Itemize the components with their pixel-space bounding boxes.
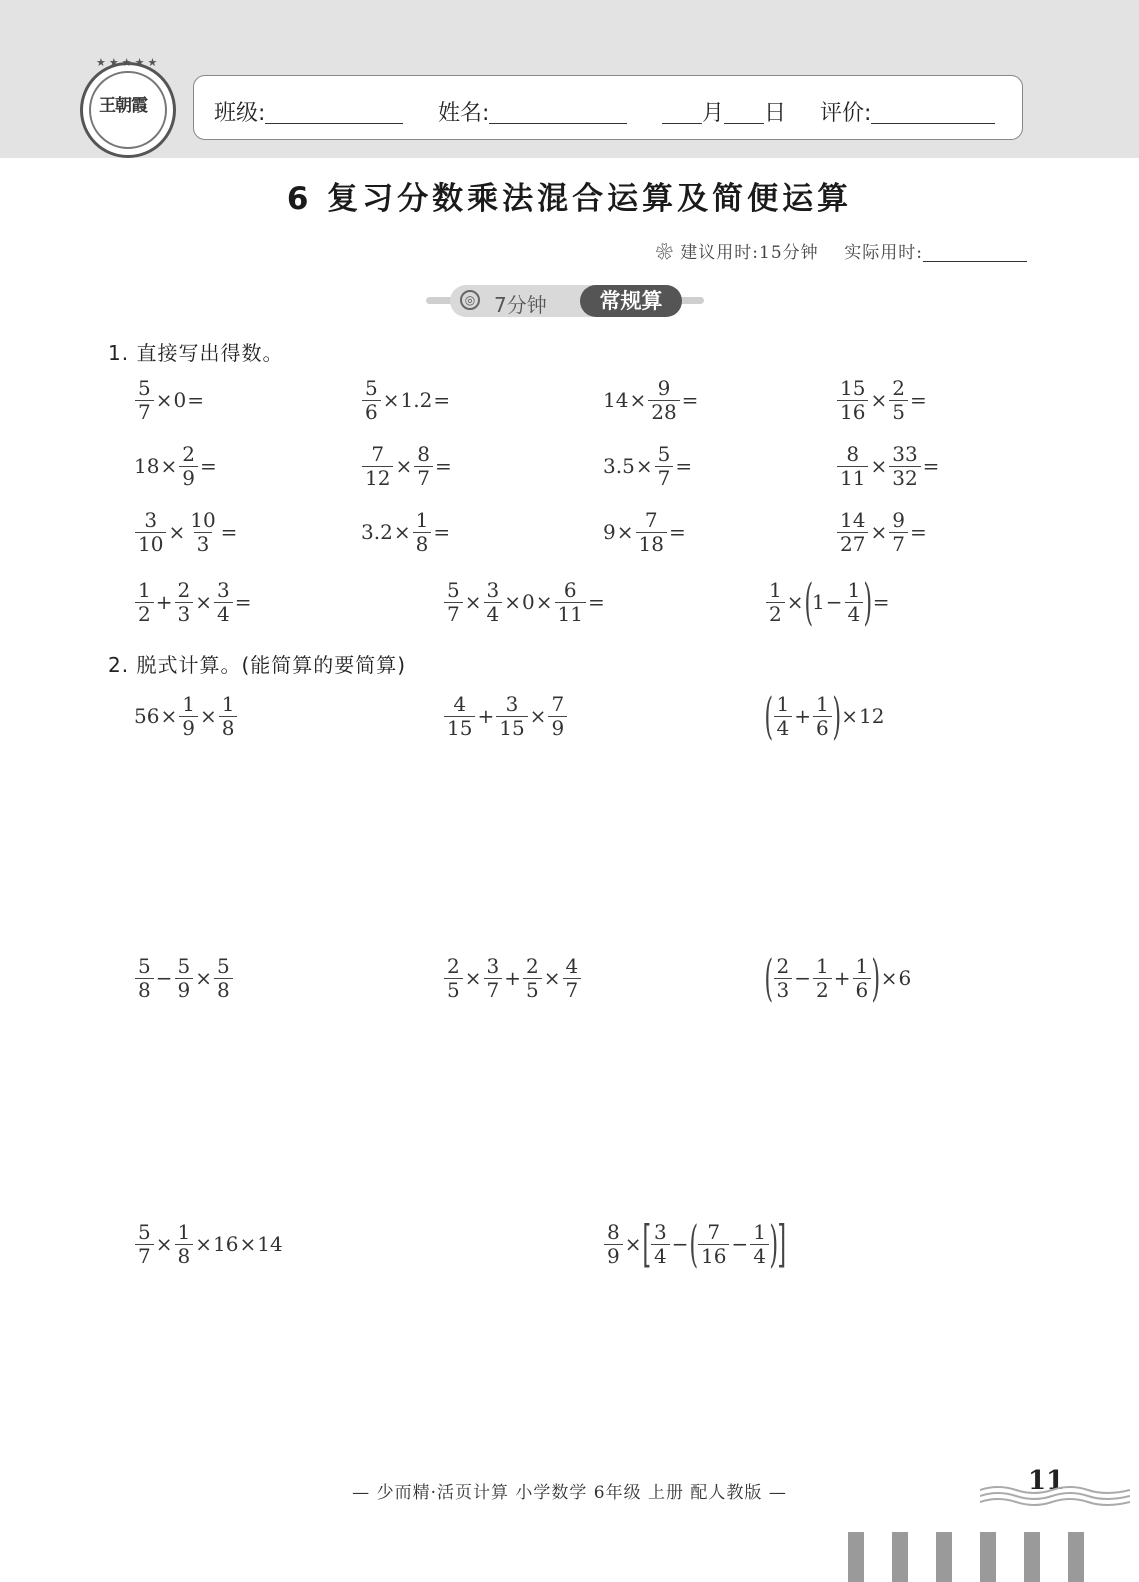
fraction: $\frac{9}{28}$ bbox=[648, 377, 679, 424]
fraction: $\frac{2}{3}$ bbox=[774, 955, 793, 1002]
fraction: $\frac{3}{10}$ bbox=[135, 509, 166, 556]
fraction: $\frac{1}{6}$ bbox=[853, 955, 872, 1002]
fraction: $\frac{1}{8}$ bbox=[175, 1221, 194, 1268]
fraction: $\frac{33}{32}$ bbox=[889, 443, 920, 490]
problem-1-5: 18 × $\frac{2}{9}$ = bbox=[134, 441, 217, 490]
problem-1-10: 3.2 × $\frac{1}{8}$ = bbox=[361, 507, 451, 556]
name-blank[interactable] bbox=[489, 123, 627, 124]
problem-1-1: $\frac{5}{7}$ × 0 = bbox=[134, 368, 205, 432]
fraction: $\frac{3}{15}$ bbox=[496, 693, 527, 740]
actual-time-label: 实际用时: bbox=[844, 243, 923, 263]
name-label: 姓名: bbox=[438, 101, 490, 126]
problem-2-8: $\frac{8}{9}$ × [ $\frac{3}{4}$ − ( $\frac{7}{16}$ − $\frac{1}{4}$ ) ] bbox=[603, 1212, 785, 1276]
fraction: $\frac{1}{6}$ bbox=[813, 693, 832, 740]
fraction: $\frac{8}{9}$ bbox=[604, 1221, 623, 1268]
problem-1-12: $\frac{14}{27}$ × $\frac{9}{7}$ = bbox=[836, 500, 928, 564]
fraction: $\frac{7}{9}$ bbox=[548, 693, 567, 740]
page-title: 6 复习分数乘法混合运算及简便运算 bbox=[286, 181, 853, 217]
class-field[interactable] bbox=[214, 96, 403, 127]
fraction: $\frac{7}{12}$ bbox=[362, 443, 393, 490]
fraction: $\frac{1}{9}$ bbox=[179, 693, 198, 740]
fraction: $\frac{15}{16}$ bbox=[837, 377, 868, 424]
fraction: $\frac{2}{3}$ bbox=[175, 579, 194, 626]
fraction: $\frac{1}{2}$ bbox=[135, 579, 154, 626]
problem-2-4: $\frac{5}{8}$ − $\frac{5}{9}$ × $\frac{5}{8}$ bbox=[134, 946, 234, 1010]
day-blank[interactable] bbox=[724, 123, 764, 124]
problem-2-7: $\frac{5}{7}$ × $\frac{1}{8}$ × 16 × 14 bbox=[134, 1212, 283, 1276]
evaluation-field[interactable] bbox=[820, 96, 995, 127]
logo-stars-icon: ★★★★★ bbox=[96, 56, 161, 69]
fraction: $\frac{2}{5}$ bbox=[444, 955, 463, 1002]
clock-icon: ❀ bbox=[655, 243, 674, 263]
name-field[interactable] bbox=[438, 96, 627, 127]
fraction: $\frac{5}{8}$ bbox=[214, 955, 233, 1002]
fraction: $\frac{1}{4}$ bbox=[774, 693, 793, 740]
month-label: 月 bbox=[702, 101, 725, 126]
problem-1-4: $\frac{15}{16}$ × $\frac{2}{5}$ = bbox=[836, 368, 928, 432]
publisher-logo bbox=[80, 62, 176, 158]
day-label: 日 bbox=[764, 101, 787, 126]
pill-badge: 常规算 bbox=[580, 285, 682, 317]
fraction: $\frac{1}{4}$ bbox=[845, 579, 864, 626]
fraction: $\frac{3}{7}$ bbox=[484, 955, 503, 1002]
problem-2-1: 56 × $\frac{1}{9}$ × $\frac{1}{8}$ bbox=[134, 684, 238, 748]
fraction: $\frac{5}{7}$ bbox=[655, 443, 674, 490]
problem-2-5: $\frac{2}{5}$ × $\frac{3}{7}$ + $\frac{2}{5}$ × $\frac{4}{7}$ bbox=[443, 946, 582, 1010]
actual-time-blank[interactable] bbox=[923, 261, 1027, 262]
wave-decoration bbox=[980, 1482, 1130, 1506]
fraction: $\frac{5}{8}$ bbox=[135, 955, 154, 1002]
month-blank[interactable] bbox=[662, 123, 702, 124]
problem-1-7: 3.5 × $\frac{5}{7}$ = bbox=[603, 441, 693, 490]
fraction: $\frac{1}{4}$ bbox=[750, 1221, 769, 1268]
fraction: $\frac{8}{7}$ bbox=[414, 443, 433, 490]
fraction: $\frac{6}{11}$ bbox=[555, 579, 586, 626]
fraction: $\frac{14}{27}$ bbox=[837, 509, 868, 556]
problem-1-15: $\frac{1}{2}$ × ( 1 − $\frac{1}{4}$ ) = bbox=[765, 570, 891, 634]
medal-icon: ◎ bbox=[460, 290, 480, 310]
problem-1-11: 9 × $\frac{7}{18}$ = bbox=[603, 507, 686, 556]
pill-minutes: 7分钟 bbox=[494, 293, 547, 317]
class-label: 班级: bbox=[214, 101, 266, 126]
logo-text: 王朝霞 bbox=[99, 96, 147, 116]
fraction: $\frac{3}{4}$ bbox=[214, 579, 233, 626]
fraction: $\frac{2}{9}$ bbox=[179, 443, 198, 490]
fraction: $\frac{9}{7}$ bbox=[889, 509, 908, 556]
fraction: $\frac{7}{18}$ bbox=[636, 509, 667, 556]
fraction: $\frac{1}{2}$ bbox=[813, 955, 832, 1002]
page-number: 11 bbox=[1028, 1466, 1065, 1496]
fraction: $\frac{3}{4}$ bbox=[484, 579, 503, 626]
fraction: $\frac{5}{6}$ bbox=[362, 377, 381, 424]
fraction: $\frac{1}{8}$ bbox=[413, 509, 432, 556]
fraction: $\frac{1}{2}$ bbox=[766, 579, 785, 626]
fraction: $\frac{5}{9}$ bbox=[175, 955, 194, 1002]
problem-1-2: $\frac{5}{6}$ × 1.2 = bbox=[361, 368, 451, 432]
problem-1-14: $\frac{5}{7}$ × $\frac{3}{4}$ × 0 × $\frac{6}{11}$ = bbox=[443, 570, 606, 634]
fraction: $\frac{8}{11}$ bbox=[837, 443, 868, 490]
suggested-time: 建议用时:15分钟 bbox=[680, 243, 819, 263]
eval-label: 评价: bbox=[820, 101, 872, 126]
problem-2-3: ( $\frac{1}{4}$ + $\frac{1}{6}$ ) × 12 bbox=[764, 687, 885, 745]
eval-blank[interactable] bbox=[871, 123, 995, 124]
section-1-heading: 1. 直接写出得数。 bbox=[108, 341, 284, 365]
fraction: $\frac{5}{7}$ bbox=[135, 377, 154, 424]
fraction: $\frac{1}{8}$ bbox=[219, 693, 238, 740]
problem-1-3: 14 × $\frac{9}{28}$ = bbox=[603, 375, 699, 424]
fraction: $\frac{3}{4}$ bbox=[651, 1221, 670, 1268]
problem-1-6: $\frac{7}{12}$ × $\frac{8}{7}$ = bbox=[361, 434, 453, 498]
student-info-box bbox=[193, 75, 1023, 140]
fraction: $\frac{2}{5}$ bbox=[889, 377, 908, 424]
date-field[interactable] bbox=[662, 96, 786, 127]
problem-2-2: $\frac{4}{15}$ + $\frac{3}{15}$ × $\frac{7}{9}$ bbox=[443, 684, 568, 748]
problem-1-9: $\frac{3}{10}$ × $\frac{10}{3}$ = bbox=[134, 500, 238, 564]
fraction: $\frac{4}{15}$ bbox=[444, 693, 475, 740]
fraction: $\frac{2}{5}$ bbox=[523, 955, 542, 1002]
fraction: $\frac{5}{7}$ bbox=[135, 1221, 154, 1268]
problem-2-6: ( $\frac{2}{3}$ − $\frac{1}{2}$ + $\frac{1}{6}$ ) × 6 bbox=[764, 949, 912, 1007]
fraction: $\frac{4}{7}$ bbox=[563, 955, 582, 1002]
fraction: $\frac{10}{3}$ bbox=[190, 507, 216, 556]
fraction: $\frac{5}{7}$ bbox=[444, 579, 463, 626]
fraction: $\frac{7}{16}$ bbox=[698, 1221, 729, 1268]
time-info bbox=[656, 238, 1027, 263]
problem-1-13: $\frac{1}{2}$ + $\frac{2}{3}$ × $\frac{3}{4}$ = bbox=[134, 570, 253, 634]
class-blank[interactable] bbox=[265, 123, 403, 124]
problem-1-8: $\frac{8}{11}$ × $\frac{33}{32}$ = bbox=[836, 434, 940, 498]
footer-text: — 少而精·活页计算 小学数学 6年级 上册 配人教版 — bbox=[352, 1483, 787, 1503]
section-2-heading: 2. 脱式计算。(能简算的要简算) bbox=[108, 653, 407, 677]
